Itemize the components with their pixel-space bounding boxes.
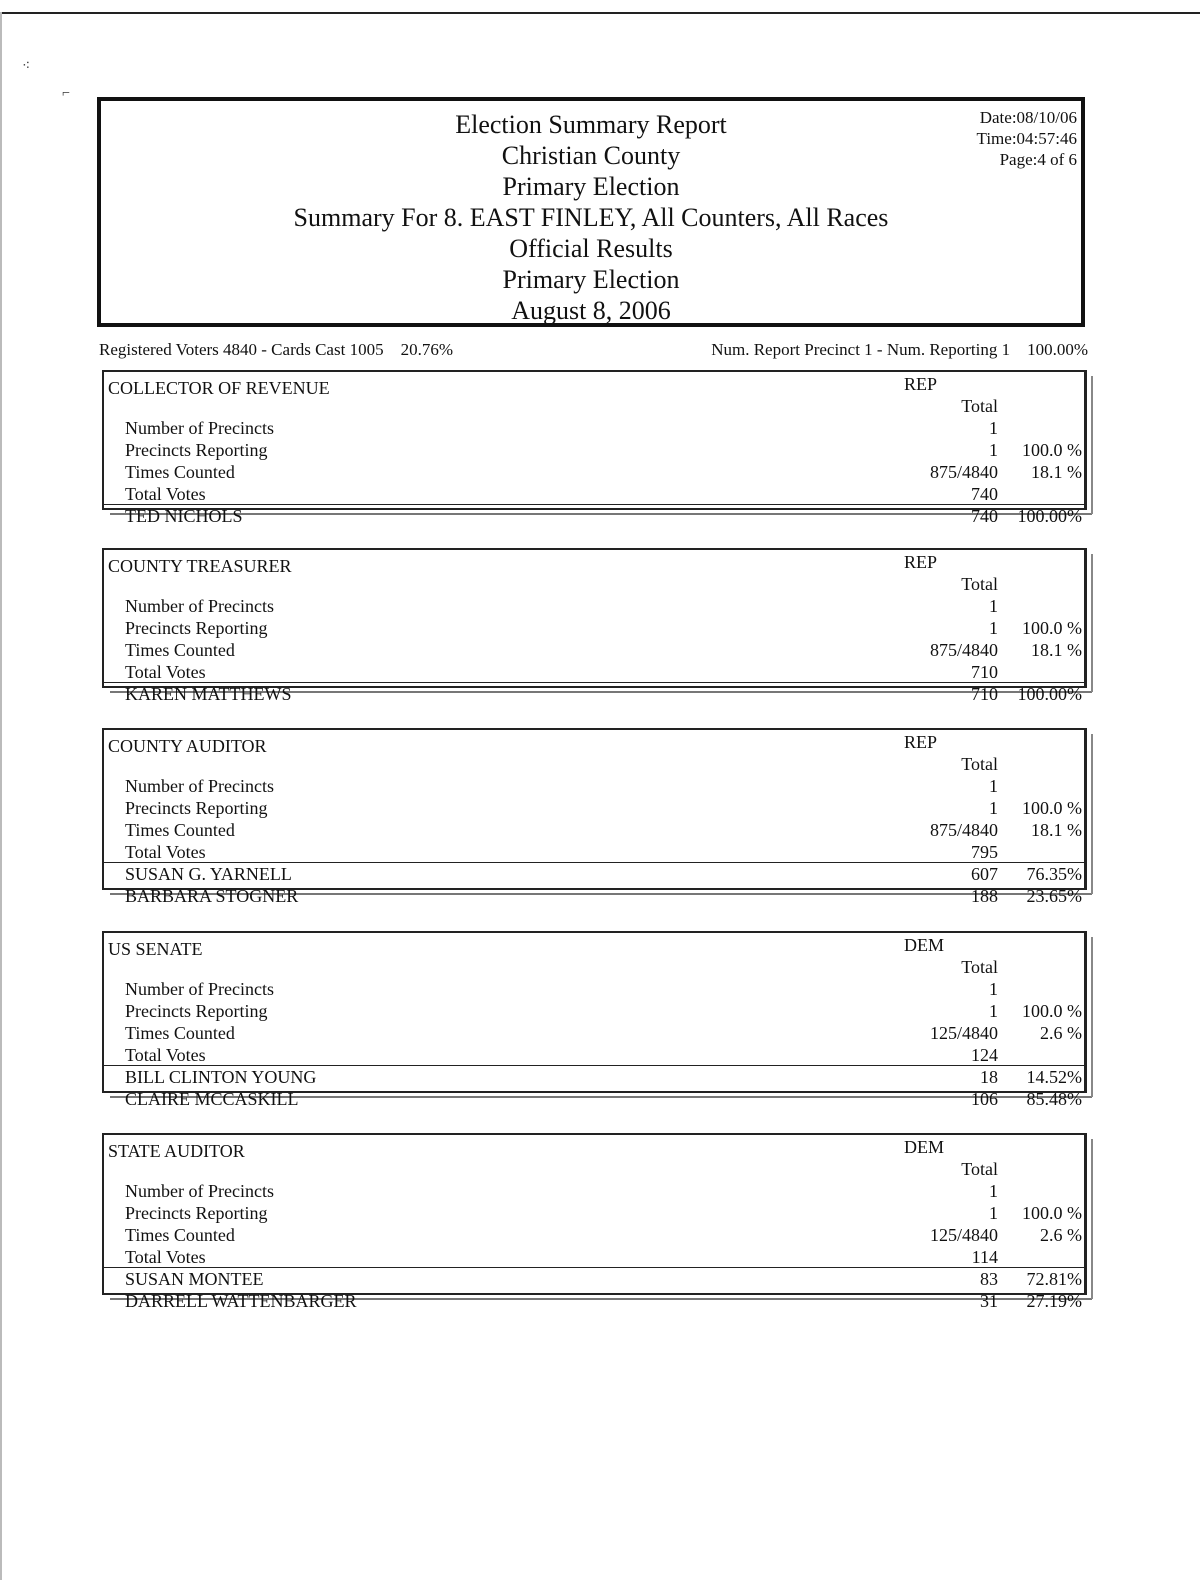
stat-label: Times Counted	[125, 820, 235, 840]
stat-label: Total Votes	[125, 1247, 206, 1267]
candidate-votes: 83	[980, 1269, 998, 1289]
page-left-rule	[0, 12, 2, 1580]
stat-label: Times Counted	[125, 1225, 235, 1245]
candidate-divider	[104, 862, 1084, 863]
stat-label: Number of Precincts	[125, 418, 274, 438]
precinct-summary: Num. Report Precinct 1 - Num. Reporting 1 100.00%	[711, 340, 1088, 359]
candidate-percent: 100.00%	[1017, 684, 1082, 704]
stat-percent: 18.1 %	[1031, 820, 1082, 840]
report-title-block	[101, 109, 1081, 326]
total-header: Total	[961, 1159, 998, 1179]
stat-label: Number of Precincts	[125, 979, 274, 999]
stat-value: 114	[971, 1247, 998, 1267]
stat-value: 1	[989, 1181, 998, 1201]
candidate-percent: 100.00%	[1017, 506, 1082, 526]
race-name: COUNTY TREASURER	[108, 556, 292, 576]
stat-precincts-reporting	[104, 1001, 1084, 1023]
stat-value: 1	[989, 1203, 998, 1223]
total-header: Total	[961, 754, 998, 774]
stat-percent: 100.0 %	[1022, 440, 1082, 460]
stat-value: 125/4840	[929, 1023, 998, 1043]
party-label: REP	[904, 374, 938, 394]
stat-value: 1	[989, 418, 998, 438]
candidate-percent: 14.52%	[1026, 1067, 1082, 1087]
stat-label: Precincts Reporting	[125, 1001, 268, 1021]
stat-number-of-precincts	[104, 418, 1084, 440]
stat-value: 1	[989, 776, 998, 796]
candidate-votes: 607	[971, 864, 998, 884]
stat-percent: 2.6 %	[1040, 1023, 1082, 1043]
scan-shadow	[1091, 554, 1093, 692]
candidate-percent: 85.48%	[1026, 1089, 1082, 1109]
stat-precincts-reporting	[104, 440, 1084, 462]
results-status: Official Results	[509, 234, 673, 263]
stat-label: Precincts Reporting	[125, 440, 268, 460]
stat-value: 1	[989, 979, 998, 999]
stat-label: Precincts Reporting	[125, 1203, 268, 1223]
candidate-votes: 188	[971, 886, 998, 906]
candidate-name: BILL CLINTON YOUNG	[125, 1067, 317, 1087]
stat-total-votes	[104, 662, 1084, 684]
stat-number-of-precincts	[104, 1181, 1084, 1203]
stat-value: 124	[971, 1045, 998, 1065]
report-meta	[977, 107, 1077, 170]
report-title: Election Summary Report	[455, 110, 727, 139]
stat-label: Times Counted	[125, 462, 235, 482]
party-label: DEM	[904, 1137, 944, 1157]
election-date: August 8, 2006	[511, 296, 671, 325]
summary-scope: Summary For 8. EAST FINLEY, All Counters, All Races	[293, 203, 889, 232]
report-date: Date:08/10/06	[979, 108, 1077, 127]
party-label: REP	[904, 732, 938, 752]
page-number: Page:4 of 6	[999, 150, 1077, 169]
scan-shadow	[1091, 734, 1093, 894]
report-time: Time:04:57:46	[976, 129, 1077, 148]
stat-percent: 2.6 %	[1040, 1225, 1082, 1245]
stat-value: 795	[971, 842, 998, 862]
stat-value: 875/4840	[929, 462, 998, 482]
stat-percent: 18.1 %	[1031, 640, 1082, 660]
stat-total-votes	[104, 1045, 1084, 1067]
stat-total-votes	[104, 1247, 1084, 1269]
stat-percent: 100.0 %	[1022, 798, 1082, 818]
candidate-row	[104, 684, 1084, 706]
race-name: COLLECTOR OF REVENUE	[108, 378, 330, 398]
stat-value: 710	[971, 662, 998, 682]
stat-value: 875/4840	[929, 820, 998, 840]
candidate-percent: 27.19%	[1026, 1291, 1082, 1311]
race-table	[102, 370, 1087, 526]
stat-value: 1	[989, 798, 998, 818]
scan-speck: ⁖	[22, 59, 31, 74]
candidate-name: KAREN MATTHEWS	[125, 684, 292, 704]
candidate-row	[104, 886, 1084, 908]
race-table	[102, 931, 1087, 1109]
stat-times-counted	[104, 1023, 1084, 1045]
candidate-name: SUSAN G. YARNELL	[125, 864, 292, 884]
party-label: REP	[904, 552, 938, 572]
candidate-row	[104, 1291, 1084, 1313]
stat-label: Total Votes	[125, 842, 206, 862]
race-table	[102, 548, 1087, 704]
stat-label: Times Counted	[125, 640, 235, 660]
scan-shadow	[1091, 1139, 1093, 1299]
race-table	[102, 1133, 1087, 1311]
candidate-name: DARRELL WATTENBARGER	[125, 1291, 357, 1311]
candidate-divider	[104, 1065, 1084, 1066]
stat-precincts-reporting	[104, 1203, 1084, 1225]
total-header: Total	[961, 957, 998, 977]
candidate-votes: 710	[971, 684, 998, 704]
candidate-percent: 76.35%	[1026, 864, 1082, 884]
candidate-votes: 18	[980, 1067, 998, 1087]
stat-value: 125/4840	[929, 1225, 998, 1245]
stat-times-counted	[104, 1225, 1084, 1247]
race-name: COUNTY AUDITOR	[108, 736, 267, 756]
candidate-divider	[104, 504, 1084, 505]
candidate-name: SUSAN MONTEE	[125, 1269, 264, 1289]
stat-label: Precincts Reporting	[125, 798, 268, 818]
stat-label: Total Votes	[125, 662, 206, 682]
candidate-row	[104, 506, 1084, 528]
stat-value: 875/4840	[929, 640, 998, 660]
stat-value: 740	[971, 484, 998, 504]
stat-percent: 18.1 %	[1031, 462, 1082, 482]
candidate-percent: 72.81%	[1026, 1269, 1082, 1289]
candidate-name: TED NICHOLS	[125, 506, 243, 526]
candidate-votes: 106	[971, 1089, 998, 1109]
candidate-row	[104, 1269, 1084, 1291]
stat-total-votes	[104, 484, 1084, 506]
election-type: Primary Election	[502, 172, 680, 201]
candidate-row	[104, 1089, 1084, 1111]
stat-label: Precincts Reporting	[125, 618, 268, 638]
party-label: DEM	[904, 935, 944, 955]
candidate-name: BARBARA STOGNER	[125, 886, 299, 906]
stat-label: Total Votes	[125, 1045, 206, 1065]
scan-shadow	[1091, 376, 1093, 514]
race-name: STATE AUDITOR	[108, 1141, 245, 1161]
stat-label: Total Votes	[125, 484, 206, 504]
scan-shadow	[1091, 937, 1093, 1097]
stat-value: 1	[989, 1001, 998, 1021]
race-name: US SENATE	[108, 939, 203, 959]
stat-times-counted	[104, 462, 1084, 484]
stat-label: Number of Precincts	[125, 596, 274, 616]
candidate-votes: 740	[971, 506, 998, 526]
stat-percent: 100.0 %	[1022, 1001, 1082, 1021]
stat-number-of-precincts	[104, 979, 1084, 1001]
race-table	[102, 728, 1087, 906]
candidate-divider	[104, 682, 1084, 683]
report-header	[97, 97, 1085, 327]
election-type-repeat: Primary Election	[502, 265, 680, 294]
candidate-divider	[104, 1267, 1084, 1268]
stat-percent: 100.0 %	[1022, 618, 1082, 638]
stat-label: Times Counted	[125, 1023, 235, 1043]
stat-value: 1	[989, 596, 998, 616]
total-header: Total	[961, 396, 998, 416]
candidate-row	[104, 1067, 1084, 1089]
candidate-votes: 31	[980, 1291, 998, 1311]
voter-summary: Registered Voters 4840 - Cards Cast 1005 20.76%	[99, 340, 453, 359]
scan-speck: ⌐	[62, 86, 70, 101]
candidate-row	[104, 864, 1084, 886]
stat-value: 1	[989, 440, 998, 460]
county-name: Christian County	[501, 141, 681, 170]
stat-number-of-precincts	[104, 596, 1084, 618]
page-top-rule	[0, 12, 1200, 14]
stat-value: 1	[989, 618, 998, 638]
stat-number-of-precincts	[104, 776, 1084, 798]
stat-times-counted	[104, 820, 1084, 842]
stat-total-votes	[104, 842, 1084, 864]
stat-times-counted	[104, 640, 1084, 662]
candidate-name: CLAIRE MCCASKILL	[125, 1089, 299, 1109]
stat-percent: 100.0 %	[1022, 1203, 1082, 1223]
stat-precincts-reporting	[104, 798, 1084, 820]
stat-label: Number of Precincts	[125, 776, 274, 796]
total-header: Total	[961, 574, 998, 594]
stat-label: Number of Precincts	[125, 1181, 274, 1201]
stat-precincts-reporting	[104, 618, 1084, 640]
candidate-percent: 23.65%	[1026, 886, 1082, 906]
